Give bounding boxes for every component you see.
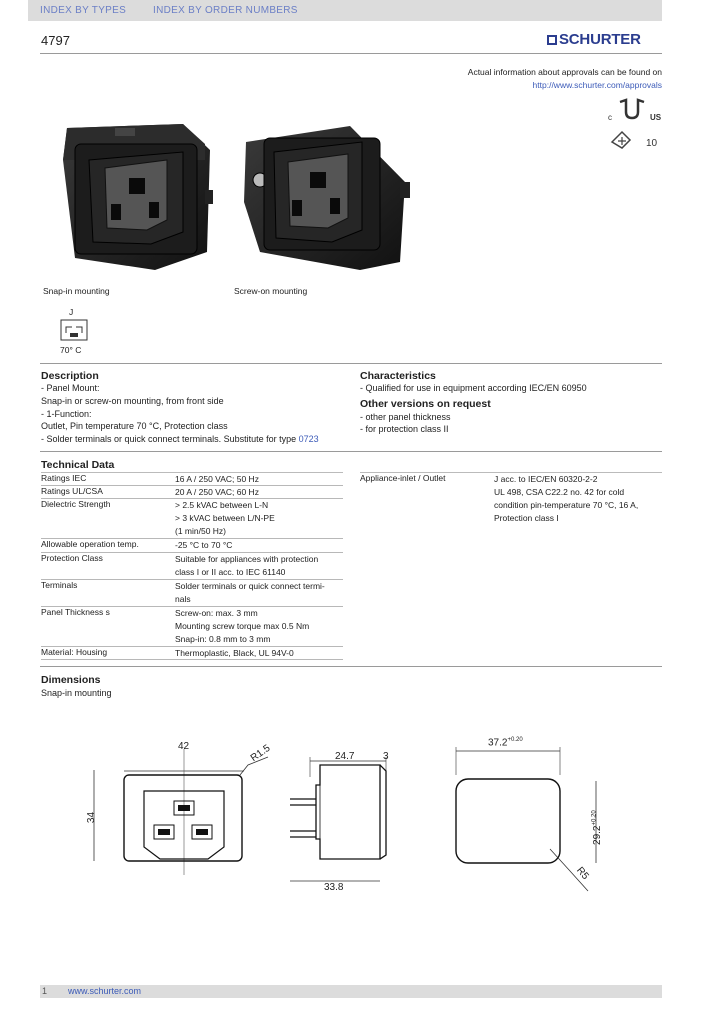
row-value-line: (1 min/50 Hz): [175, 526, 227, 536]
side-view-drawing: [280, 755, 390, 895]
row-key: Ratings UL/CSA: [41, 486, 103, 496]
row-key: Terminals: [41, 580, 78, 590]
row-value-line: Screw-on: max. 3 mm: [175, 608, 258, 618]
characteristics-line-1: - Qualified for use in equipment according IEC/EN 60950: [360, 383, 587, 393]
approvals-link[interactable]: http://www.schurter.com/approvals: [532, 80, 662, 90]
row-key: Panel Thickness s: [41, 607, 110, 617]
dimensions-title: Dimensions: [41, 674, 101, 686]
outlet-value-line: J acc. to IEC/EN 60320-2-2: [494, 474, 598, 484]
screw-on-product-image: [240, 122, 415, 272]
dim-cutout-height-tolerance: +0.20: [591, 810, 598, 826]
description-line-5-text: - Solder terminals or quick connect terminals. Substitute for type: [41, 434, 299, 444]
snap-in-product-image: [55, 120, 220, 272]
footer-bar: [40, 985, 662, 998]
approvals-info: [468, 66, 662, 92]
dim-cutout-width-tolerance: +0.20: [507, 737, 523, 743]
ul-recognized-icon: [606, 98, 664, 122]
outlet-value-line: UL 498, CSA C22.2 no. 42 for cold: [494, 487, 625, 497]
description-line-4: Outlet, Pin temperature 70 °C, Protection class: [41, 421, 228, 431]
logo-square-icon: [547, 35, 557, 45]
enec-number: 10: [646, 138, 658, 149]
row-value-line: Solder terminals or quick connect termi-: [175, 581, 325, 591]
header-divider: [40, 53, 662, 54]
table-row: [41, 473, 343, 486]
row-value-line: > 3 kVAC between L/N-PE: [175, 513, 275, 523]
dim-depth-33-8: 33.8: [324, 882, 344, 893]
dim-cutout-width-37-2: [488, 737, 523, 748]
table-row: [41, 499, 343, 539]
description-line-3: - 1-Function:: [41, 409, 92, 419]
top-nav-bar: [28, 0, 662, 21]
enec-icon: [608, 128, 664, 152]
dim-radius-r15: R1.5: [248, 742, 273, 765]
description-line-2: Snap-in or screw-on mounting, from front side: [41, 396, 224, 406]
symbol-temp: 70° C: [60, 345, 82, 355]
description-line-1: - Panel Mount:: [41, 383, 100, 393]
row-value-line: class I or II acc. to IEC 61140: [175, 567, 286, 577]
other-versions-line-2: - for protection class II: [360, 424, 449, 434]
row-value-line: nals: [175, 594, 191, 604]
dim-flange-3: 3: [383, 751, 389, 762]
outlet-value-line: Protection class I: [494, 513, 559, 523]
dim-cutout-width-value: 37.2: [488, 737, 508, 749]
other-versions-line-1: - other panel thickness: [360, 412, 451, 422]
page-number: 1: [42, 986, 48, 996]
dim-cutout-height-29-2: [592, 810, 603, 845]
index-by-order-numbers-link[interactable]: INDEX BY ORDER NUMBERS: [153, 5, 298, 16]
dim-height-34: 34: [86, 811, 98, 824]
outlet-key: Appliance-inlet / Outlet: [360, 473, 446, 483]
other-versions-title: Other versions on request: [360, 398, 491, 410]
substitute-type-link[interactable]: 0723: [298, 434, 319, 444]
dim-cutout-height-value: 29.2: [591, 825, 603, 845]
row-value: [175, 553, 318, 579]
svg-text:c: c: [608, 113, 612, 122]
row-value-line: Suitable for appliances with protection: [175, 554, 319, 564]
row-key: Ratings IEC: [41, 473, 87, 483]
outlet-standard-table: [360, 472, 662, 526]
table-row: [41, 486, 343, 499]
row-key: Dielectric Strength: [41, 499, 111, 509]
row-value: 20 A / 250 VAC; 60 Hz: [175, 487, 259, 497]
outlet-value: [494, 473, 638, 525]
svg-text:US: US: [650, 113, 662, 122]
table-row: [41, 539, 343, 553]
dim-width-42: 42: [178, 741, 190, 752]
row-value: 16 A / 250 VAC; 50 Hz: [175, 474, 259, 484]
dim-depth-24-7: 24.7: [335, 751, 355, 762]
description-title: Description: [41, 370, 99, 382]
section-divider-3: [40, 666, 662, 667]
dimensions-subtitle: Snap-in mounting: [41, 688, 112, 698]
technical-data-title: Technical Data: [41, 459, 115, 471]
row-key: Protection Class: [41, 553, 103, 563]
row-value: -25 °C to 70 °C: [175, 540, 233, 550]
brand-name: SCHURTER: [559, 31, 641, 48]
snap-in-caption: Snap-in mounting: [43, 286, 110, 296]
row-key: Allowable operation temp.: [41, 539, 139, 549]
row-value-line: > 2.5 kVAC between L-N: [175, 500, 269, 510]
brand-logo: [547, 31, 641, 48]
row-value: [175, 499, 275, 538]
characteristics-title: Characteristics: [360, 370, 436, 382]
row-key: Material: Housing: [41, 647, 108, 657]
index-by-types-link[interactable]: INDEX BY TYPES: [40, 5, 127, 16]
approvals-text: Actual information about approvals can be found on: [467, 67, 662, 77]
section-divider-2: [40, 451, 662, 452]
page-title: 4797: [41, 33, 70, 48]
footer-url-link[interactable]: www.schurter.com: [68, 986, 142, 996]
row-value: Thermoplastic, Black, UL 94V-0: [175, 648, 294, 658]
row-value: [175, 580, 325, 606]
table-row: [41, 607, 343, 647]
technical-data-table: [41, 472, 343, 660]
symbol-letter: J: [69, 307, 74, 317]
row-value: [175, 607, 309, 646]
row-value-line: Mounting screw torque max 0.5 Nm: [175, 621, 310, 631]
dim-cutout-radius-r5: R5: [574, 865, 591, 882]
row-value-line: Snap-in: 0.8 mm to 3 mm: [175, 634, 271, 644]
table-row: [41, 553, 343, 580]
table-row: [41, 647, 343, 660]
front-view-drawing: [90, 735, 270, 885]
section-divider-1: [40, 363, 662, 364]
outlet-symbol-icon: [60, 319, 88, 341]
outlet-value-line: condition pin-temperature 70 °C, 16 A,: [494, 500, 639, 510]
description-line-5: [41, 433, 319, 445]
table-row: [41, 580, 343, 607]
screw-on-caption: Screw-on mounting: [234, 286, 308, 296]
